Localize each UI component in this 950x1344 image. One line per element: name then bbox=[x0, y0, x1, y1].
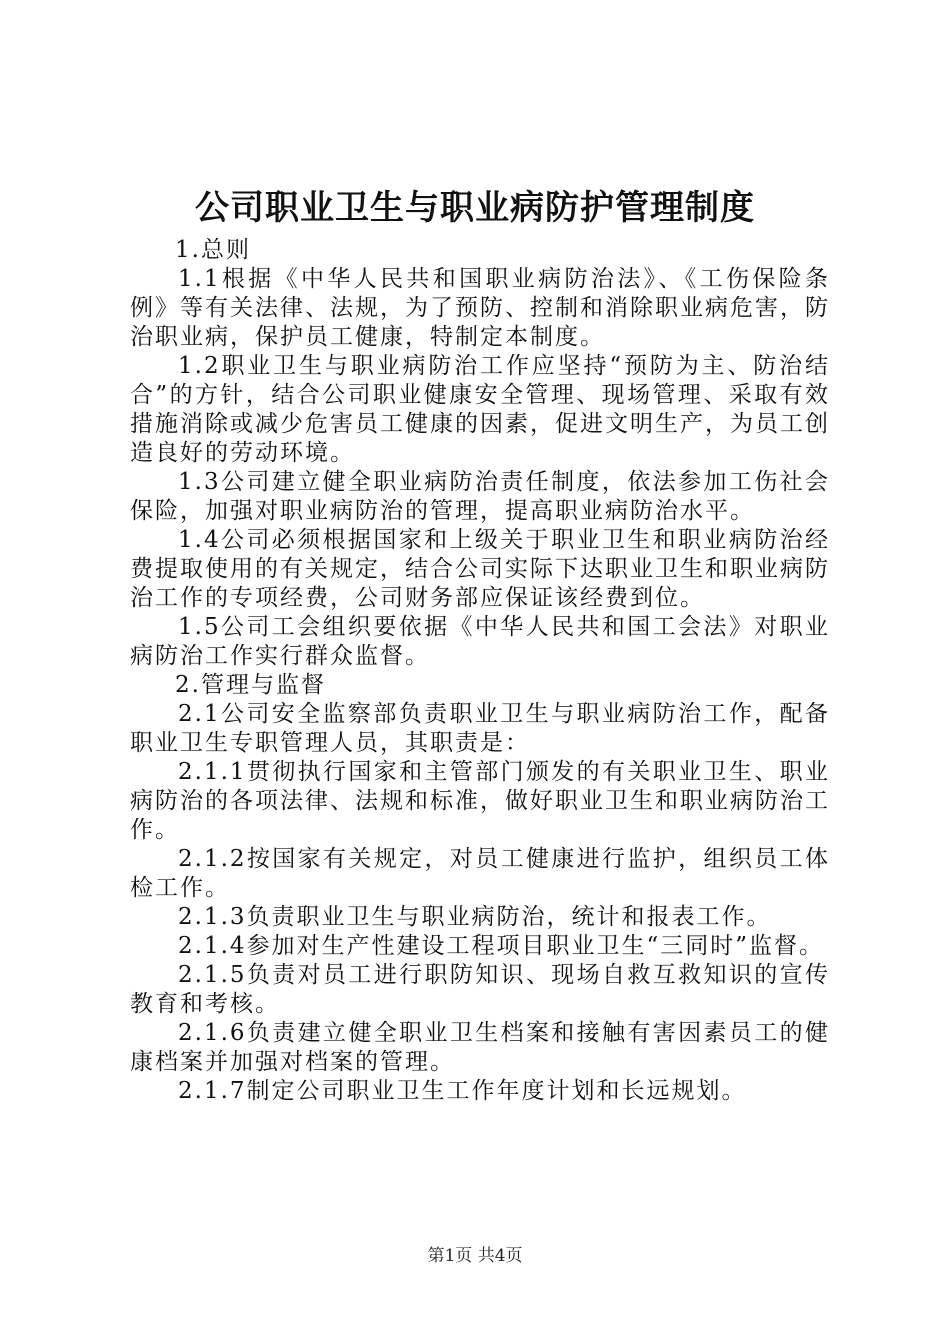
page-number-footer: 第1页 共4页 bbox=[427, 1246, 523, 1266]
paragraph-1-2: 1.2职业卫生与职业病防治工作应坚持“预防为主、防治结合”的方针，结合公司职业健康安全管理、现场管理、采取有效措施消除或减少危害员工健康的因素，促进文明生产，为员工创造良好的劳动环境。 bbox=[130, 353, 830, 466]
paragraph-2-1-2: 2.1.2按国家有关规定，对员工健康进行监护，组织员工体检工作。 bbox=[130, 846, 830, 901]
paragraph-2-1-4: 2.1.4参加对生产性建设工程项目职业卫生“三同时”监督。 bbox=[178, 933, 825, 959]
paragraph-1-3: 1.3公司建立健全职业病防治责任制度，依法参加工伤社会保险，加强对职业病防治的管理，提高职业病防治水平。 bbox=[130, 469, 830, 524]
paragraph-1-1: 1.1根据《中华人民共和国职业病防治法》、《工伤保险条例》等有关法律、法规，为了预防、控制和消除职业病危害，防治职业病，保护员工健康，特制定本制度。 bbox=[130, 266, 830, 350]
paragraph-2-1-7: 2.1.7制定公司职业卫生工作年度计划和长远规划。 bbox=[178, 1078, 747, 1104]
document-title: 公司职业卫生与职业病防护管理制度 bbox=[195, 188, 755, 228]
section-heading-management: 2.管理与监督 bbox=[175, 672, 326, 698]
paragraph-1-4: 1.4公司必须根据国家和上级关于职业卫生和职业病防治经费提取使用的有关规定，结合公司实际下达职业卫生和职业病防治工作的专项经费，公司财务部应保证该经费到位。 bbox=[130, 527, 830, 611]
paragraph-2-1-6: 2.1.6负责建立健全职业卫生档案和接触有害因素员工的健康档案并加强对档案的管理。 bbox=[130, 1020, 830, 1075]
document-body bbox=[130, 236, 830, 1106]
paragraph-2-1-1: 2.1.1贯彻执行国家和主管部门颁发的有关职业卫生、职业病防治的各项法律、法规和标准，做好职业卫生和职业病防治工作。 bbox=[130, 759, 830, 843]
paragraph-1-5: 1.5公司工会组织要依据《中华人民共和国工会法》对职业病防治工作实行群众监督。 bbox=[130, 614, 830, 669]
paragraph-2-1-3: 2.1.3负责职业卫生与职业病防治，统计和报表工作。 bbox=[178, 904, 772, 930]
paragraph-2-1: 2.1公司安全监察部负责职业卫生与职业病防治工作，配备职业卫生专职管理人员，其职责是： bbox=[130, 701, 830, 756]
paragraph-2-1-5: 2.1.5负责对员工进行职防知识、现场自救互救知识的宣传教育和考核。 bbox=[130, 962, 830, 1017]
section-heading-general: 1.总则 bbox=[175, 237, 251, 263]
